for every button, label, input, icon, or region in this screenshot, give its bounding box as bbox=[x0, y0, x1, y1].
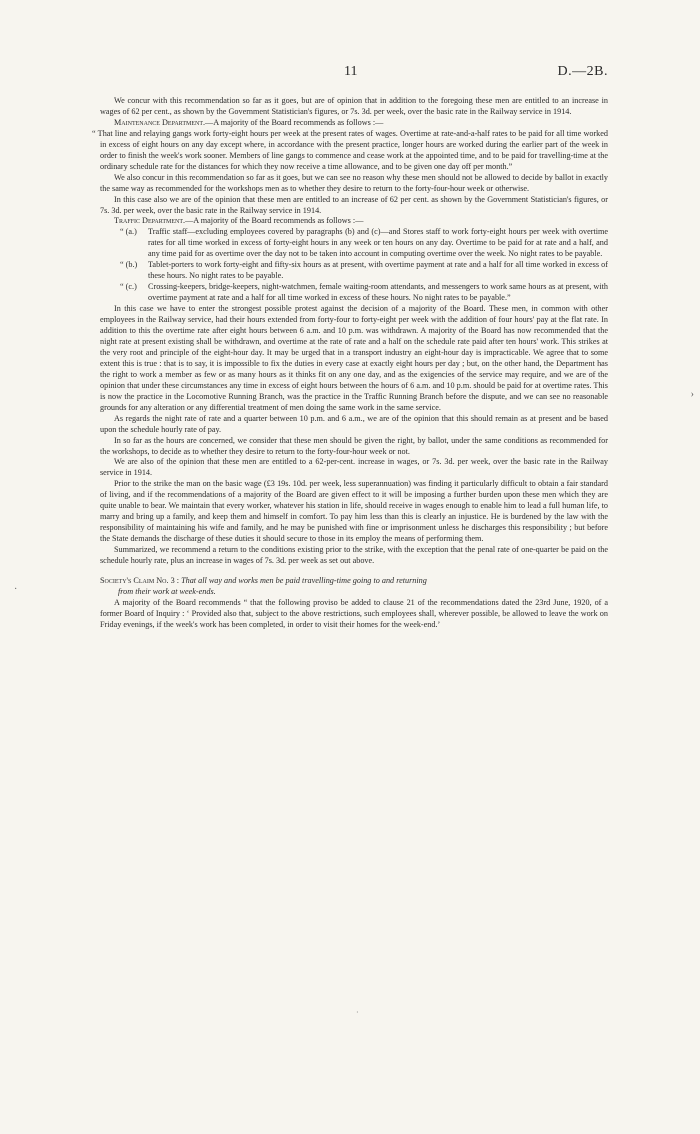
paragraph: A majority of the Board recommends “ that the following proviso be added to clause 21 of the recommendations dated the 23rd June, 1920, of a former Board of Inquiry : ‘ Provided also that, subject to the above restrictions, such employees shall, wherever possible, be allowed to leave the work on Friday evenings, if the week's work has been completed, in order to visit their homes for the week-end.’ bbox=[100, 597, 608, 629]
section-lead: —A majority of the Board recommends as follows :— bbox=[185, 216, 364, 226]
document-code: D.—2B. bbox=[557, 64, 608, 79]
maintenance-quote: “ That line and relaying gangs work forty-eight hours per week at the present rates of wages. Overtime at rate-and-a-half rates to be paid for all time worked in excess of eight hours on any day except where, in accordance with the present practice, longer hours are worked during the earlier part of the week in order to finish the week's work sooner. Members of line gangs to commence and cease work at the appointed time, and to be paid for travelling-time at the ordinary schedule rate for the distances for which they now receive a time allowance, and to be given one day off per month.” bbox=[92, 128, 608, 171]
section-heading: Traffic Department. bbox=[114, 216, 186, 226]
paragraph: In this case we have to enter the strongest possible protest against the decision of a majority of the Board. These men, in common with other employees in the Railway service, had their hours extended from forty-four to forty-eight per week with the addition of four hours' pay at the flat rate. In addition to this the overtime rate after eight hours between 6 a.m. and 10 p.m. was withdrawn. A majority of the Board has now recommended that the night rate at present existing shall be withdrawn, and overtime at the rate of rate and a half on the schedule rate paid after ten hours' work. This strikes at the very root and principle of the eight-hour day. It may be urged that in a transport industry an eight-hour day is impracticable. We agree that to some extent this is true : that is to say, it is impossible to fix the duties in every case at exactly eight hours per day ; but, on the other hand, the Department has the right to work a member as few or as many hours as it thinks fit on any one day, and as the exigencies of the service may require, and we are of the opinion that under these circumstances any time in excess of eight hours between the hours of 6 a.m. and 10 p.m. should be paid for at overtime rates. This is now the practice in the Locomotive Running Branch, was the practice in the Traffic Running Branch before the dispute, and we can see no reasonable grounds for any alteration or any differential treatment of men doing the same work in the same service. bbox=[100, 304, 608, 412]
margin-dot: · bbox=[356, 1008, 359, 1017]
margin-mark: › bbox=[690, 389, 694, 400]
item-label: “ (c.) bbox=[120, 282, 137, 292]
claim-heading bbox=[100, 576, 608, 598]
claim-title: That all way and works men be paid travelling-time going to and returning bbox=[181, 575, 427, 585]
list-item bbox=[120, 227, 608, 260]
claim-title-continued: from their work at week-ends. bbox=[118, 586, 216, 596]
item-text: Traffic staff—excluding employees covered by paragraphs (b) and (c)—and Stores staff to work forty-eight hours per week with overtime rates for all time worked in excess of forty-eight hours in any week or ten hours on any day. Overtime to be paid for at rate and a half, and any time paid for as overtime over the day not to be taken into account in computing overtime over the week. No night rates to be payable. bbox=[148, 227, 608, 259]
section-lead: —A majority of the Board recommends as follows :— bbox=[205, 117, 384, 127]
paragraph: As regards the night rate of rate and a quarter between 10 p.m. and 6 a.m., we are of the opinion that this should remain as at present and be based upon the schedule hourly rate of pay. bbox=[100, 413, 608, 434]
paragraph: We also concur in this recommendation so far as it goes, but we can see no reason why these men should not be allowed to decide by ballot in exactly the same way as recommended for the workshops men as to whether they desire to return to the forty-four-hour week or otherwise. bbox=[100, 172, 608, 193]
paragraph: In this case also we are of the opinion that these men are entitled to an increase of 62 per cent. as shown by the Government Statistician's figures, or 7s. 3d. per week, over the basic rate in the Railway service in 1914. bbox=[100, 194, 608, 215]
item-text: Tablet-porters to work forty-eight and fifty-six hours as at present, with overtime payment at rate and a half for all time worked in excess of these hours. No night rates to be payable. bbox=[148, 260, 608, 281]
claim-label: Society's Claim No. 3 : bbox=[100, 575, 180, 585]
margin-dot: · bbox=[14, 584, 18, 595]
page-header bbox=[100, 60, 608, 96]
item-text: Crossing-keepers, bridge-keepers, night-watchmen, female waiting-room attendants, and messengers to work same hours as at present, with overtime payment at rate and a half for all time worked in excess of these hours. No night rates to be payable.” bbox=[148, 282, 608, 303]
item-label: “ (b.) bbox=[120, 260, 138, 270]
list-item bbox=[120, 282, 608, 304]
traffic-paragraph bbox=[100, 216, 608, 227]
section-heading: Maintenance Department. bbox=[114, 117, 206, 127]
item-label: “ (a.) bbox=[120, 227, 137, 237]
paragraph: We are also of the opinion that these men are entitled to a 62-per-cent. increase in wages, or 7s. 3d. per week, over the basic rate in the Railway service in 1914. bbox=[100, 457, 608, 478]
maintenance-paragraph bbox=[100, 118, 608, 129]
paragraph: In so far as the hours are concerned, we consider that these men should be given the right, by ballot, under the same conditions as recommended for the workshops, to decide as to whether they desire to return to the forty-four-hour week or not. bbox=[100, 435, 608, 456]
paragraph: Prior to the strike the man on the basic wage (£3 19s. 10d. per week, less superannuation) was finding it particularly difficult to obtain a fair standard of living, and if the recommendations of a majority of the Board are given effect to it will be imposing a further burden upon these men which they are quite unable to bear. We maintain that every worker, whatever his station in life, should receive in wages enough to enable him to lead a full human life, to marry and bring up a family, and keep them and himself in comfort. To pay him less than this is clearly an injustice. He is burdened by the law with the responsibility of maintaining his wife and family, and he may be punished with fine or imprisonment unless he discharges this responsibility ; but before the State demands the discharge of these duties it should secure to those in its employ the means of performing them. bbox=[100, 479, 608, 544]
paragraph: We concur with this recommendation so far as it goes, but are of opinion that in addition to the foregoing these men are entitled to an increase in wages of 62 per cent., as shown by the Government Statistician's figures, or 7s. 3d. per week, over the basic rate in the Railway service in 1914. bbox=[100, 96, 608, 116]
page-number: 11 bbox=[344, 64, 358, 79]
paragraph: Summarized, we recommend a return to the conditions existing prior to the strike, with the exception that the penal rate of one-quarter be paid on the schedule hourly rate, plus an increase in wages of 7s. 3d. per week as set out above. bbox=[100, 545, 608, 566]
list-item bbox=[120, 260, 608, 282]
document-body bbox=[92, 96, 608, 631]
